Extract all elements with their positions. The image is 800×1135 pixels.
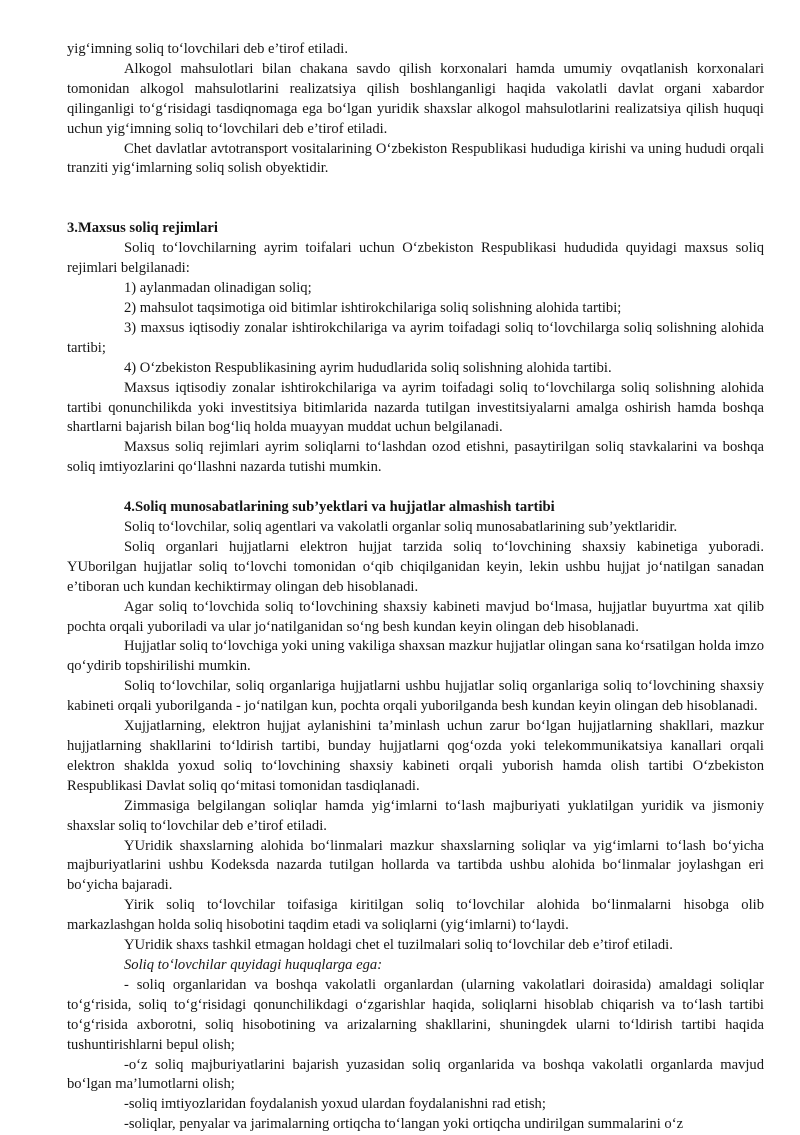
section-4-paragraph: Hujjatlar soliq to‘lovchiga yoki uning vakiliga shaxsan mazkur hujjatlar olingan sana ko‘rsatilgan holda imzo qo‘ydirib topshirilishi mumkin. (67, 638, 764, 675)
section-spacer (67, 478, 764, 498)
paragraph-alcohol-retail: Alkogol mahsulotlari bilan chakana savdo qilish korxonalari hamda umumiy ovqatlanish korxonalari tomonidan alkogol mahsulotlarini realizatsiya qilish boshlanganligi haqida vakolatli davlat organi xabardor qilinganligi to‘g‘risidagi tasdiqnomaga ega bo‘lgan yuridik shaxslar alkogol mahsulotlarini realizatsiya qilish huquqi uchun yig‘imning soliq to‘lovchilari deb e’tirof etiladi. (67, 60, 764, 137)
paragraph-continuation: yig‘imning soliq to‘lovchilari deb e’tirof etiladi. (67, 41, 349, 57)
regime-list-item: 4) O‘zbekiston Respublikasining ayrim hududlarida soliq solishning alohida tartibi. (124, 359, 612, 376)
section-4-paragraph: YUridik shaxs tashkil etmagan holdagi chet el tuzilmalari soliq to‘lovchilar deb e’tirof etiladi. (124, 937, 673, 954)
section-4-heading: 4.Soliq munosabatlarining sub’yektlari va hujjatlar almashish tartibi (124, 499, 555, 516)
section-4-paragraph: YUridik shaxslarning alohida bo‘linmalari mazkur shaxslarning soliqlar va yig‘imlarni to‘lash bo‘yicha majburiyatlarini ushbu Kodeksda nazarda tutilgan hollarda va tartibda ushbu alohida bo‘linmalar joylashgan eri bo‘yicha bajaradi. (67, 837, 764, 894)
paragraph-foreign-transport: Chet davlatlar avtotransport vositalarining O‘zbekiston Respublikasi hududiga kirishi va uning hududi orqali tranziti yig‘imlarning soliq solish obyektidir. (67, 140, 764, 177)
section-4-paragraph: Yirik soliq to‘lovchilar toifasiga kiritilgan soliq to‘lovchilar alohida bo‘linmalarni hisobga olib markazlashgan holda soliq hisobotini taqdim etadi va soliqlarni (yig‘imlarni) to‘laydi. (67, 897, 764, 934)
paragraph-special-zones: Maxsus iqtisodiy zonalar ishtirokchilariga va ayrim toifadagi soliq to‘lovchilarga soliq solishning alohida tartibi qonunchilikda yoki investitsiya bitimlarida nazarda tutilgan investitsiyalarni amalga oshirish hamda boshqa shartlarni bajarish bilan bog‘liq holda muayyan muddat uchun belgilanadi. (67, 379, 764, 436)
section-4-paragraph: Zimmasiga belgilangan soliqlar hamda yig‘imlarni to‘lash majburiyati yuklatilgan yuridik va jismoniy shaxslar soliq to‘lovchilar deb e’tirof etiladi. (67, 797, 764, 834)
rights-list-item: -soliq imtiyozlaridan foydalanish yoxud ulardan foydalanishni rad etish; (124, 1096, 546, 1113)
regime-list-item: 1) aylanmadan olinadigan soliq; (124, 280, 312, 297)
rights-heading: Soliq to‘lovchilar quyidagi huquqlarga ega: (124, 956, 383, 973)
section-4-paragraph: Soliq to‘lovchilar, soliq agentlari va vakolatli organlar soliq munosabatlarining sub’yektlaridir. (124, 519, 678, 536)
section-spacer (67, 179, 764, 219)
rights-list-item: - soliq organlaridan va boshqa vakolatli organlardan (ularning vakolatlari doirasida) amaldagi soliqlar to‘g‘risida, soliq to‘g‘risidagi qonunchilikdagi o‘zgarishlar haqida, soliqlarni hisoblab chiqarish va to‘lash tartibi to‘g‘risida axborotni, soliq hisobotining va arizalarning shakllarini, shuningdek ularni to‘ldirish tartibi haqida tushuntirishlarni bepul olish; (67, 976, 764, 1053)
section-4-paragraph: Agar soliq to‘lovchida soliq to‘lovchining shaxsiy kabineti mavjud bo‘lmasa, hujjatlar buyurtma xat qilib pochta orqali yuboriladi va ular jo‘natilganidan so‘ng besh kundan keyin olingan deb hisoblanadi. (67, 598, 764, 635)
section-4-paragraph: Soliq organlari hujjatlarni elektron hujjat tarzida soliq to‘lovchining shaxsiy kabinetiga yuboradi. YUborilgan hujjatlar soliq to‘lovchi tomonidan o‘qib chiqilganidan keyin, lekin ushbu hujjat jo‘natilgan sanadan e’tiboran uch kundan kechiktirmay olingan deb hisoblanadi. (67, 538, 764, 595)
rights-list-item: -o‘z soliq majburiyatlarini bajarish yuzasidan soliq organlarida va boshqa vakolatli organlarda mavjud bo‘lgan ma’lumotlarni olish; (67, 1056, 764, 1093)
section-3-intro: Soliq to‘lovchilarning ayrim toifalari uchun O‘zbekiston Respublikasi hududida quyidagi maxsus soliq rejimlari belgilanadi: (67, 240, 764, 277)
regime-list-item: 2) mahsulot taqsimotiga oid bitimlar ishtirokchilariga soliq solishning alohida tartibi; (124, 299, 622, 316)
section-4-paragraph: Xujjatlarning, elektron hujjat aylanishini ta’minlash uchun zarur bo‘lgan hujjatlarning shakllari, mazkur hujjatlarning shakllarini to‘ldirish tartibi, bunday hujjatlarni qog‘ozda yoki telekommunikatsiya kanallari orqali elektron shaklda yoxud soliq to‘lovchining shaxsiy kabineti orqali yuborish hamda olish tartibi O‘zbekiston Respublikasi Davlat soliq qo‘mitasi tomonidan tasdiqlanadi. (67, 718, 764, 794)
section-4-paragraph: Soliq to‘lovchilar, soliq organlariga hujjatlarni ushbu hujjatlar soliq organlariga soliq to‘lovchining shaxsiy kabineti orqali yuborilganda - jo‘natilgan kun, pochta orqali yuborilganda besh kundan keyin olingan deb hisoblanadi. (67, 678, 764, 715)
paragraph-special-regimes: Maxsus soliq rejimlari ayrim soliqlarni to‘lashdan ozod etishni, pasaytirilgan soliq stavkalarini va boshqa soliq imtiyozlarini qo‘llashni nazarda tutishi mumkin. (67, 439, 764, 476)
rights-list-item: -soliqlar, penyalar va jarimalarning ortiqcha to‘langan yoki ortiqcha undirilgan summalarini o‘z (124, 1116, 684, 1133)
regime-list-item: 3) maxsus iqtisodiy zonalar ishtirokchilariga va ayrim toifadagi soliq to‘lovchilarga soliq solishning alohida tartibi; (67, 319, 764, 356)
section-3-heading: 3.Maxsus soliq rejimlari (67, 220, 218, 237)
